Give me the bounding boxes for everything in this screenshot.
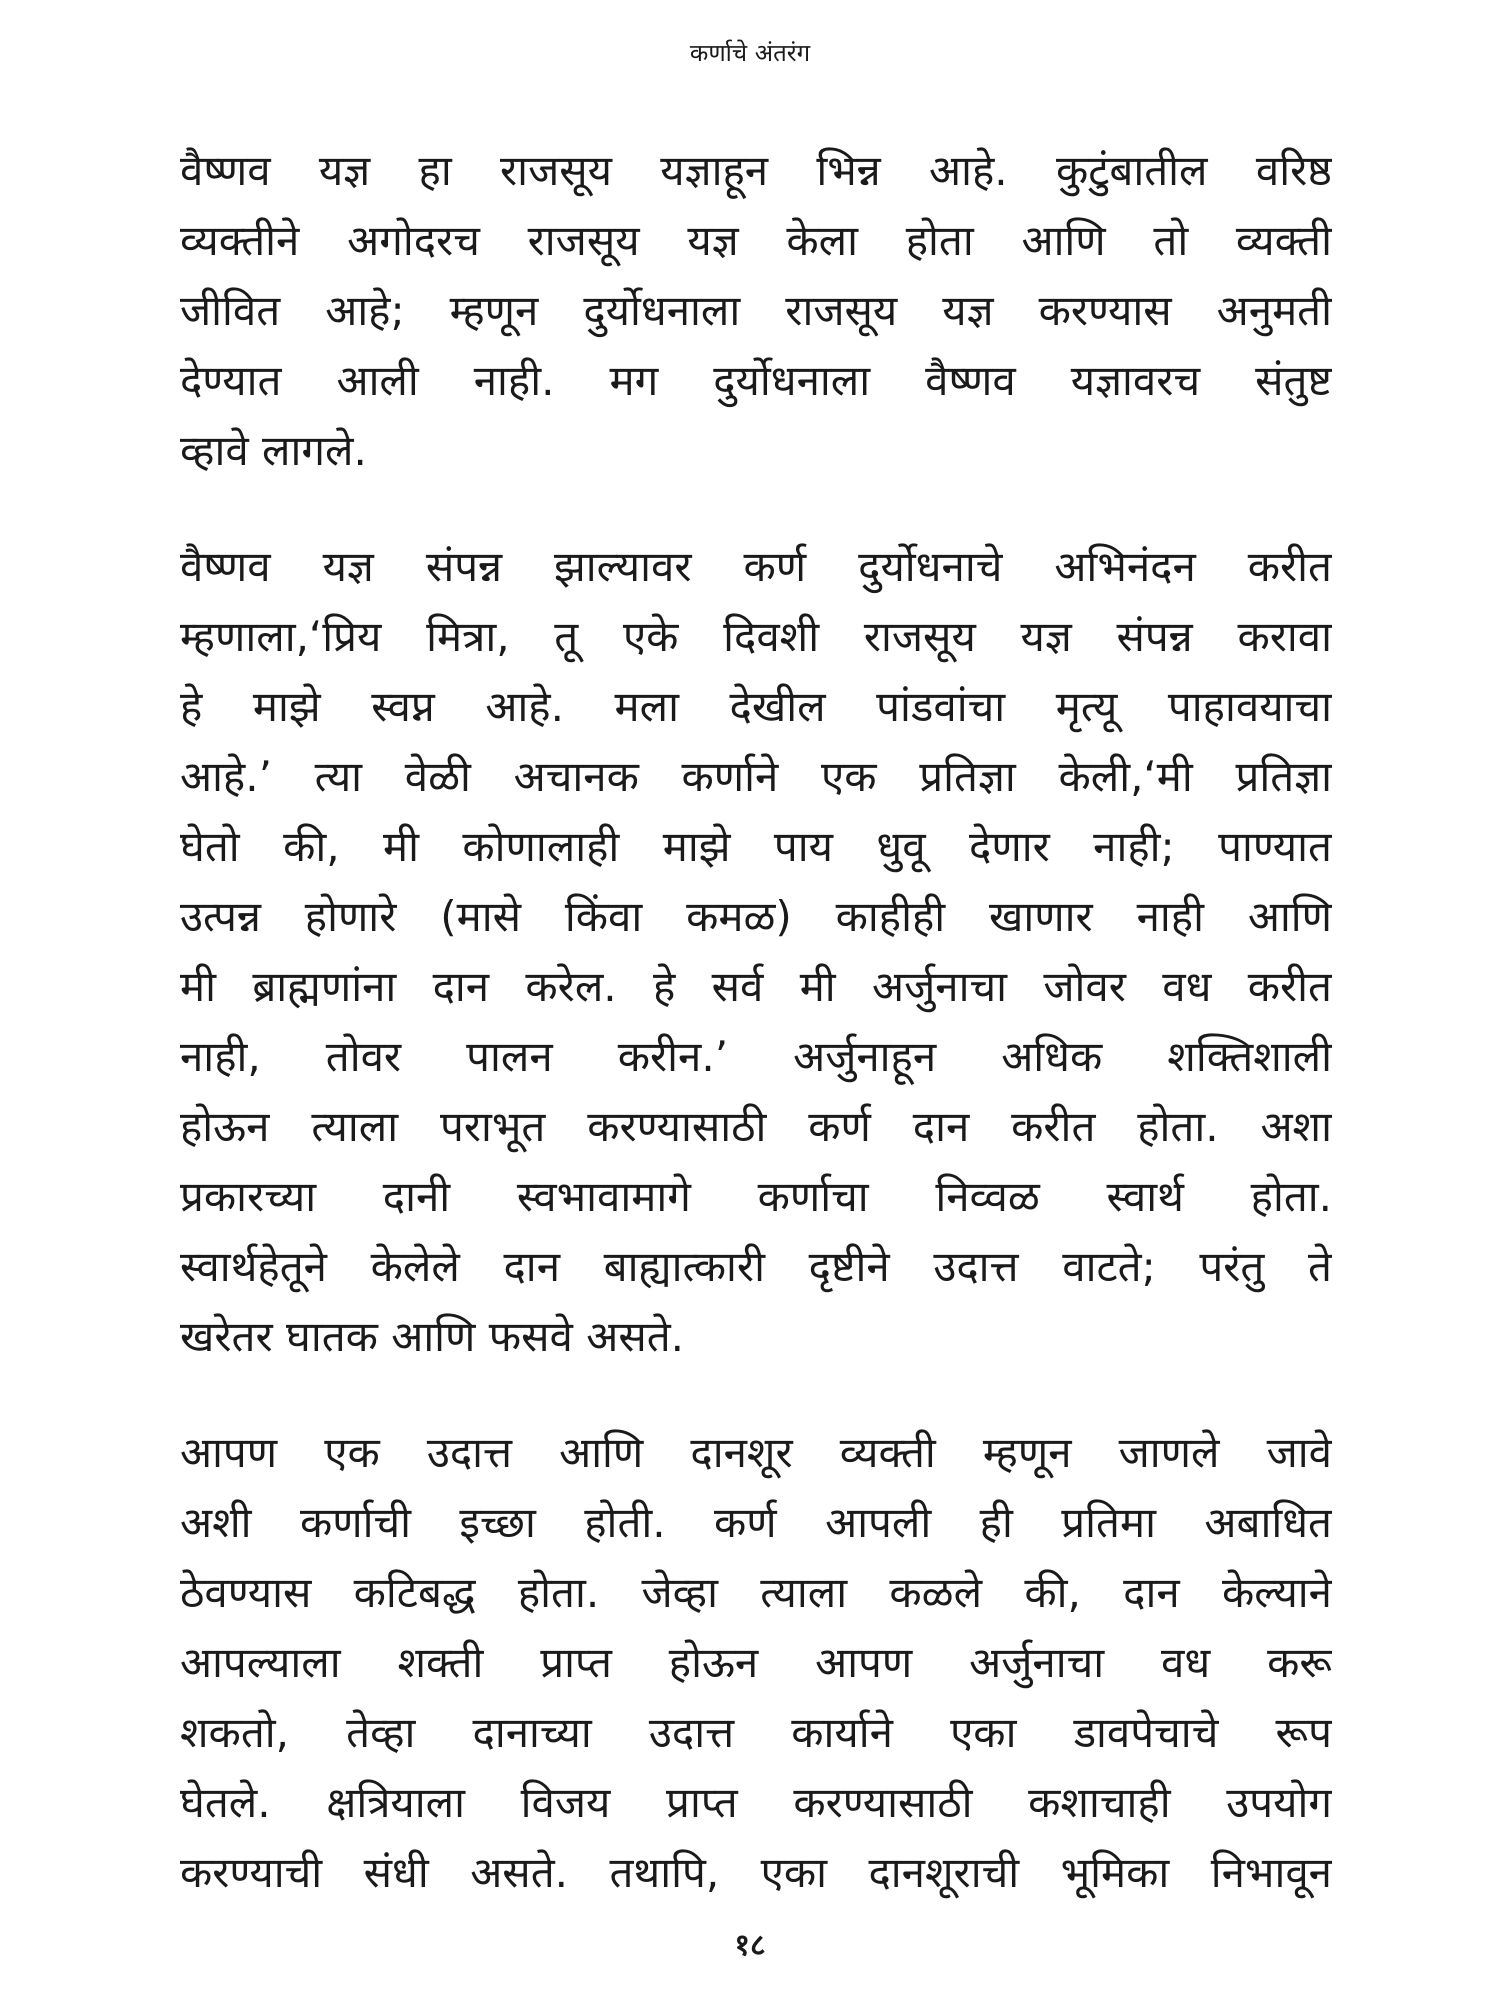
text-line: प्रकारच्या दानी स्वभावामागे कर्णाचा निव्वळ स्वार्थ होता. <box>180 1172 1332 1221</box>
running-title: कर्णाचे अंतरंग <box>689 39 811 67</box>
text-line: घेतले. क्षत्रियाला विजय प्राप्त करण्यासाठी कशाचाही उपयोग <box>180 1778 1332 1827</box>
text-line: होऊन त्याला पराभूत करण्यासाठी कर्ण दान करीत होता. अशा <box>180 1102 1332 1151</box>
text-line: उत्पन्न होणारे (मासे किंवा कमळ) काहीही खाणार नाही आणि <box>180 892 1332 941</box>
text-line: अशी कर्णाची इच्छा होती. कर्ण आपली ही प्रतिमा अबाधित <box>180 1498 1332 1547</box>
page-number: १८ <box>734 1928 766 1963</box>
paragraph-3 <box>180 1418 1332 1908</box>
text-line: घेतो की, मी कोणालाही माझे पाय धुवू देणार नाही; पाण्यात <box>180 822 1332 871</box>
paragraph-1 <box>180 136 1332 486</box>
text-line: स्वार्थहेतूने केलेले दान बाह्यात्कारी दृष्टीने उदात्त वाटते; परंतु ते <box>180 1242 1332 1291</box>
text-line: जीवित आहे; म्हणून दुर्योधनाला राजसूय यज्ञ करण्यास अनुमती <box>180 286 1332 335</box>
text-line: नाही, तोवर पालन करीन.’ अर्जुनाहून अधिक शक्तिशाली <box>180 1032 1332 1081</box>
text-line: शकतो, तेव्हा दानाच्या उदात्त कार्याने एका डावपेचाचे रूप <box>180 1708 1332 1757</box>
text-line: व्यक्तीने अगोदरच राजसूय यज्ञ केला होता आणि तो व्यक्ती <box>180 216 1332 265</box>
text-line: आपल्याला शक्ती प्राप्त होऊन आपण अर्जुनाचा वध करू <box>180 1638 1332 1687</box>
body-text <box>180 136 1332 1908</box>
text-line: खरेतर घातक आणि फसवे असते. <box>180 1312 685 1361</box>
text-line: ठेवण्यास कटिबद्ध होता. जेव्हा त्याला कळले की, दान केल्याने <box>180 1568 1332 1617</box>
text-line: आपण एक उदात्त आणि दानशूर व्यक्ती म्हणून जाणले जावे <box>180 1428 1332 1477</box>
paragraph-2 <box>180 532 1332 1372</box>
text-line: देण्यात आली नाही. मग दुर्योधनाला वैष्णव यज्ञावरच संतुष्ट <box>180 356 1332 405</box>
text-line: मी ब्राह्मणांना दान करेल. हे सर्व मी अर्जुनाचा जोवर वध करीत <box>180 962 1332 1011</box>
text-line: वैष्णव यज्ञ संपन्न झाल्यावर कर्ण दुर्योधनाचे अभिनंदन करीत <box>180 542 1332 591</box>
text-line: वैष्णव यज्ञ हा राजसूय यज्ञाहून भिन्न आहे. कुटुंबातील वरिष्ठ <box>180 146 1332 195</box>
text-line: आहे.’ त्या वेळी अचानक कर्णाने एक प्रतिज्ञा केली,‘मी प्रतिज्ञा <box>180 752 1332 801</box>
text-line: व्हावे लागले. <box>180 426 367 475</box>
text-line: करण्याची संधी असते. तथापि, एका दानशूराची भूमिका निभावून <box>180 1848 1332 1897</box>
text-line: हे माझे स्वप्न आहे. मला देखील पांडवांचा मृत्यू पाहावयाचा <box>180 682 1332 731</box>
text-line: म्हणाला,‘प्रिय मित्रा, तू एके दिवशी राजसूय यज्ञ संपन्न करावा <box>180 612 1332 661</box>
